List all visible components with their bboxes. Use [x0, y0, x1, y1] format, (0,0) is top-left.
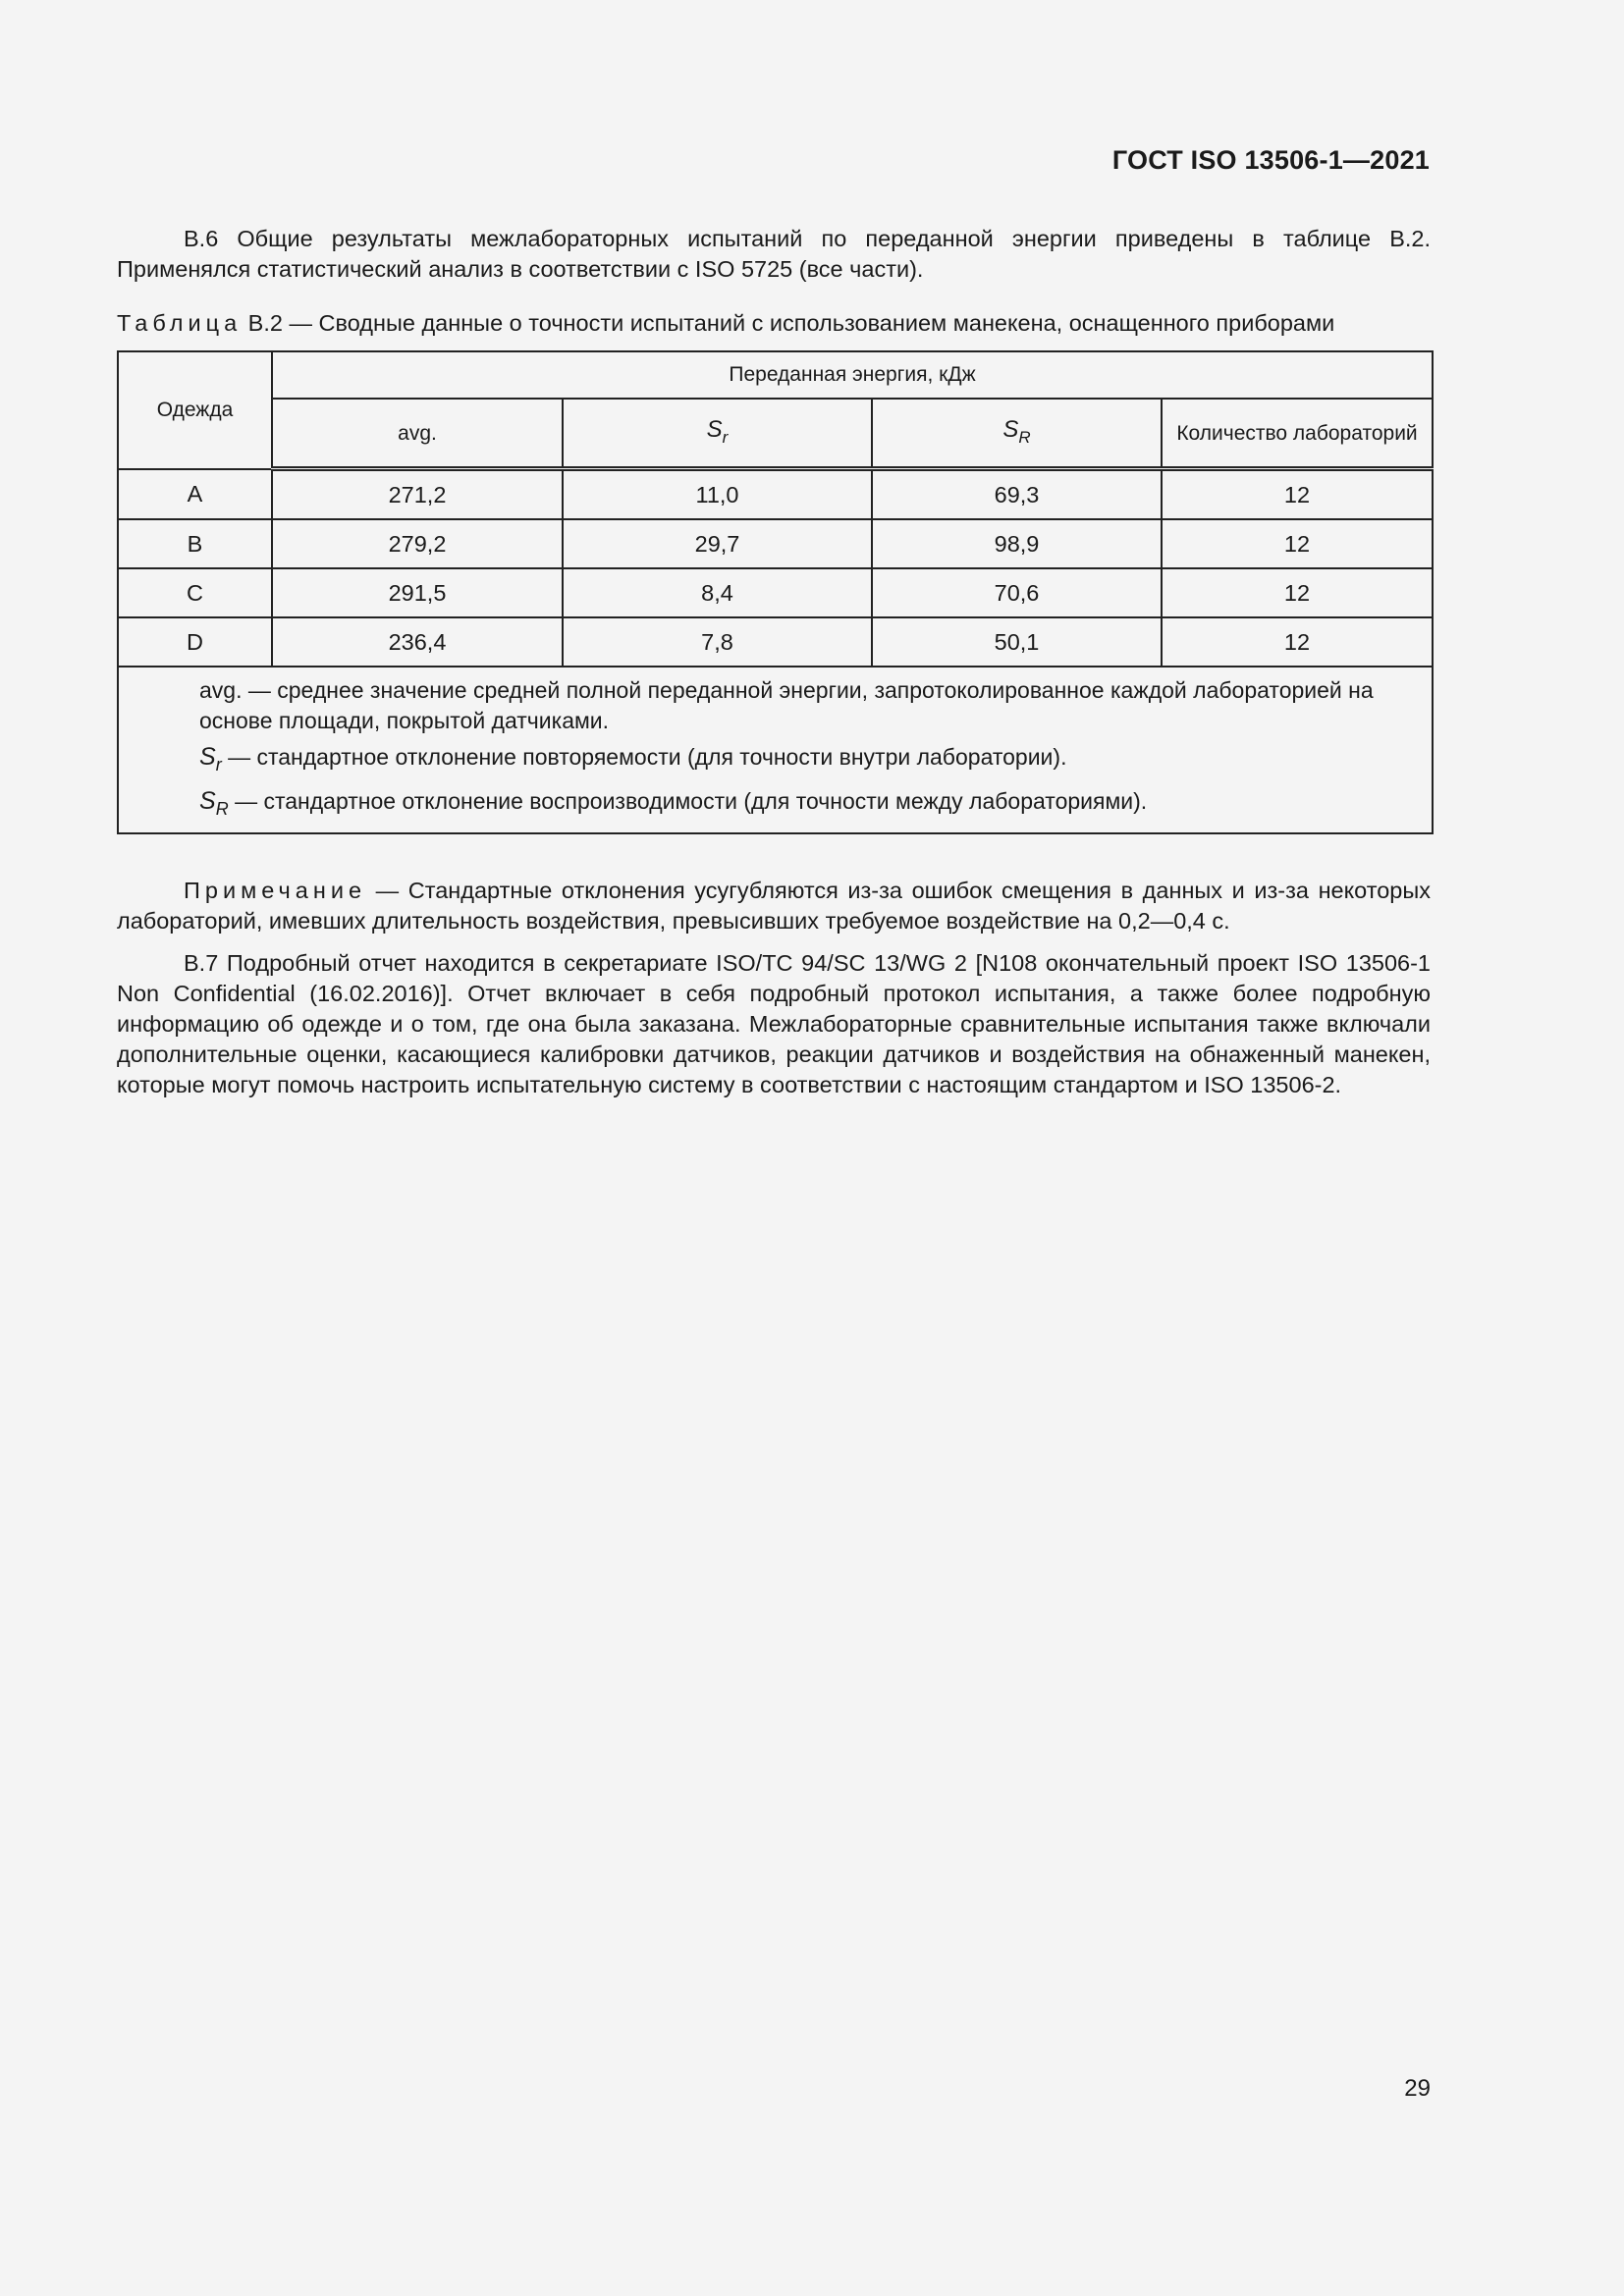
table-row [118, 469, 1433, 520]
column-group-header-energy: Переданная энергия, кДж [272, 351, 1433, 399]
sr-note-symbol: S [199, 743, 216, 771]
cell-sR: 69,3 [872, 469, 1162, 520]
cell-sr: 11,0 [563, 469, 872, 520]
cell-sR: 98,9 [872, 519, 1162, 568]
paragraph-b7 [117, 948, 1431, 1100]
cell-avg: 279,2 [272, 519, 563, 568]
note-paragraph [117, 876, 1431, 936]
sr-symbol: S [706, 415, 723, 443]
sR-subscript: R [1018, 427, 1031, 447]
table-row [118, 519, 1433, 568]
table-caption [117, 308, 1431, 339]
cell-labs: 12 [1162, 469, 1433, 520]
sR-note-subscript: R [215, 799, 229, 819]
column-header-sr [563, 399, 872, 469]
note-text: — Стандартные отклонения усугубляются из-за ошибок смещения в данных и из-за некоторых лабораторий, имевших длительность воздействия, превысивших требуемое воздействие на 0,2—0,4 с. [117, 878, 1431, 934]
sr-note-text: — стандартное отклонение повторяемости (для точности внутри лаборатории). [221, 744, 1067, 770]
avg-note-wrapper [133, 675, 1418, 736]
column-header-labs: Количество лабораторий [1162, 399, 1433, 469]
cell-clothing: C [118, 568, 272, 617]
cell-labs: 12 [1162, 519, 1433, 568]
sR-symbol: S [1002, 415, 1019, 443]
paragraph-b7-text: В.7 Подробный отчет находится в секретариате ISO/TC 94/SC 13/WG 2 [N108 окончательный проект ISO 13506-1 Non Confidential (16.02.2016)]. Отчет включает в себя подробный протокол испытания, а также более подробную информацию об одежде и о том, где она была заказана. Межлабораторные сравнительные испытания также включали дополнительные оценки, касающиеся калибровки датчиков, реакции датчиков и воздействия на обнаженный манекен, которые могут помочь настроить испытательную систему в соответствии с настоящим стандартом и ISO 13506-2. [117, 950, 1431, 1097]
cell-avg: 271,2 [272, 469, 563, 520]
avg-note: avg. — среднее значение средней полной переданной энергии, запротоколированное каждой лабораторией на основе площади, покрытой датчиками. [199, 677, 1374, 733]
paragraph-b6-text: B.6 Общие результаты межлабораторных испытаний по переданной энергии приведены в таблице В.2. Применялся статистический анализ в соответствии с ISO 5725 (все части). [117, 226, 1431, 282]
sr-note-subscript: r [215, 755, 222, 774]
column-header-clothing: Одежда [118, 351, 272, 469]
paragraph-b6 [117, 224, 1431, 285]
cell-avg: 291,5 [272, 568, 563, 617]
column-header-avg: avg. [272, 399, 563, 469]
page-number: 29 [1404, 2075, 1431, 2102]
document-header: ГОСТ ISO 13506-1—2021 [1111, 145, 1430, 175]
table-row [118, 617, 1433, 667]
sR-note-symbol: S [199, 787, 216, 815]
table-row [118, 568, 1433, 617]
note-label: Примечание [184, 878, 367, 903]
sR-note-line [133, 786, 1418, 825]
cell-clothing: D [118, 617, 272, 667]
precision-table [117, 350, 1434, 834]
cell-clothing: A [118, 469, 272, 520]
cell-sR: 70,6 [872, 568, 1162, 617]
cell-clothing: B [118, 519, 272, 568]
cell-labs: 12 [1162, 568, 1433, 617]
cell-sR: 50,1 [872, 617, 1162, 667]
table-caption-text: В.2 — Сводные данные о точности испытаний с использованием манекена, оснащенного приборами [242, 310, 1335, 336]
sr-note-line [133, 742, 1418, 780]
cell-avg: 236,4 [272, 617, 563, 667]
cell-labs: 12 [1162, 617, 1433, 667]
cell-sr: 8,4 [563, 568, 872, 617]
sR-note-text: — стандартное отклонение воспроизводимости (для точности между лабораториями). [228, 788, 1148, 814]
cell-sr: 29,7 [563, 519, 872, 568]
column-header-sR [872, 399, 1162, 469]
table-caption-label: Таблица [117, 310, 243, 336]
sr-subscript: r [722, 427, 729, 447]
cell-sr: 7,8 [563, 617, 872, 667]
table-notes [118, 667, 1433, 833]
